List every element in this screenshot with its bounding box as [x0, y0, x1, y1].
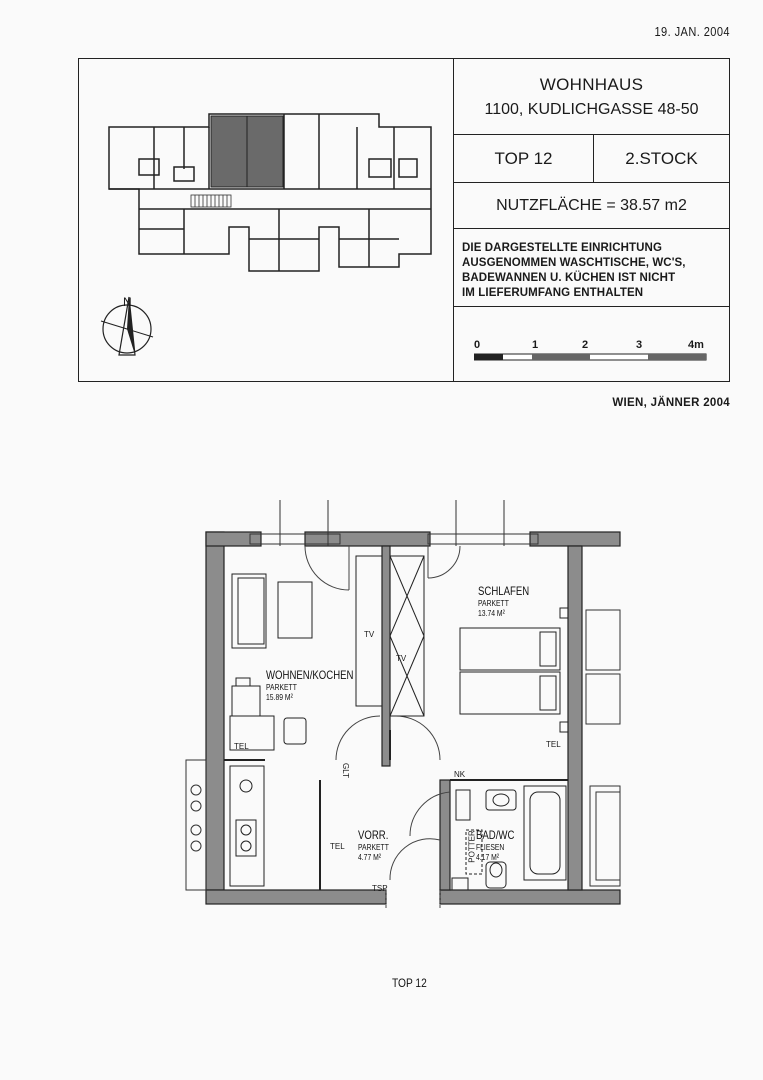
note-line: AUSGENOMMEN WASCHTISCHE, WC'S, [462, 257, 686, 269]
unit-number: TOP 12 [454, 135, 594, 182]
north-label: N [123, 295, 132, 309]
title-block [78, 58, 730, 382]
note-line: BADEWANNEN U. KÜCHEN IST NICHT [462, 272, 676, 284]
room-name: BAD/WC [476, 828, 515, 842]
room-floor: PARKETT [266, 682, 297, 692]
room-area: 15.89 M² [266, 692, 293, 702]
room-vorr [358, 828, 397, 862]
floor-level: 2.STOCK [625, 149, 698, 168]
tv-label-living: TV [364, 630, 375, 639]
title-info [454, 59, 729, 381]
room-area: 4.17 M² [476, 852, 500, 862]
scale-bar-graphic [474, 353, 714, 363]
date-stamp: 19. JAN. 2004 [654, 24, 730, 39]
entrance-label: TOP 12 [392, 976, 427, 990]
room-name: VORR. [358, 828, 389, 842]
tel-label-living: TEL [234, 742, 249, 751]
room-wohnen [266, 668, 375, 702]
scale-label-2: 2 [582, 339, 589, 351]
unit-row [454, 135, 729, 183]
room-floor: FLIESEN [476, 842, 505, 852]
glt-label: GLT [340, 763, 350, 778]
place-date: WIEN, JÄNNER 2004 [612, 397, 730, 409]
tsp-label: TSP [372, 884, 388, 893]
room-name: SCHLAFEN [478, 584, 530, 598]
room-name: WOHNEN/KOCHEN [266, 668, 354, 682]
room-floor: PARKETT [478, 598, 509, 608]
room-area: 4.77 M² [358, 852, 382, 862]
project-address: 1100, KUDLICHGASSE 48-50 [484, 101, 699, 118]
furnishing-note [454, 229, 729, 307]
tel-label-bedroom: TEL [546, 740, 561, 749]
note-line: IM LIEFERUMFANG ENTHALTEN [462, 287, 644, 299]
room-schlafen [478, 584, 542, 618]
note-line: DIE DARGESTELLTE EINRICHTUNG [462, 242, 663, 254]
scale-bar [454, 307, 729, 381]
room-bad [476, 828, 524, 862]
scale-label-0: 0 [474, 339, 481, 351]
room-floor: PARKETT [358, 842, 389, 852]
usable-area: NUTZFLÄCHE = 38.57 m2 [454, 183, 729, 229]
potter-label: POTTER [467, 830, 477, 863]
scale-label-3: 3 [636, 339, 643, 351]
key-plan-drawing [79, 59, 451, 380]
room-area: 13.74 M² [478, 608, 505, 618]
project-title-cell [454, 59, 729, 135]
scale-label-4: 4m [688, 339, 704, 351]
key-plan [79, 59, 454, 381]
tv-label-bedroom: TV [396, 654, 407, 663]
nk-label: NK [454, 770, 466, 779]
project-title: WOHNHAUS [539, 75, 644, 94]
tel-label-hall: TEL [330, 842, 345, 851]
scale-label-1: 1 [532, 339, 539, 351]
